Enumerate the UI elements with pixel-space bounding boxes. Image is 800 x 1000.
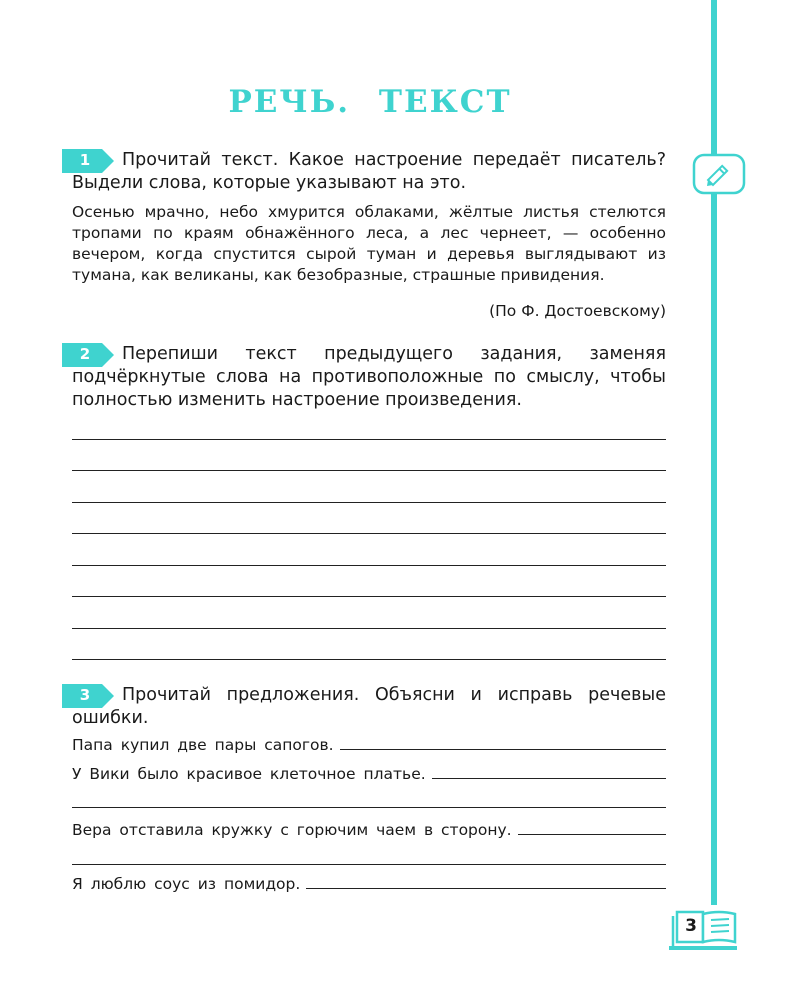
task-number: 2 bbox=[79, 345, 91, 363]
sentence-row bbox=[72, 871, 666, 893]
book-icon bbox=[663, 906, 743, 952]
task-1-instruction: Прочитай текст. Какое настроение передаёт писатель? Выдели слова, которые указывают на это. bbox=[72, 150, 666, 193]
writing-line[interactable] bbox=[72, 439, 666, 440]
page-title: РЕЧЬ. ТЕКСТ bbox=[228, 84, 512, 120]
pencil-icon bbox=[692, 153, 746, 195]
answer-line[interactable] bbox=[432, 778, 666, 779]
page-number: 3 bbox=[685, 916, 697, 936]
writing-line[interactable] bbox=[72, 659, 666, 660]
writing-line[interactable] bbox=[72, 596, 666, 597]
writing-line[interactable] bbox=[72, 565, 666, 566]
writing-line[interactable] bbox=[72, 807, 666, 808]
writing-line[interactable] bbox=[72, 502, 666, 503]
task-number: 3 bbox=[79, 686, 91, 704]
sentence-text: Вера отставила кружку с горючим чаем в сторону. bbox=[72, 821, 512, 839]
writing-line[interactable] bbox=[72, 628, 666, 629]
task-1-passage: Осенью мрачно, небо хмурится облаками, жёлтые листья стелются тропами по краям обнажённого леса, а лес чернеет, — особенно вечером, когда спустится сырой туман и деревья выглядывают из тумана, как великаны, как безобразные, страшные привидения. bbox=[72, 203, 666, 284]
writing-line[interactable] bbox=[72, 533, 666, 534]
sentence-row bbox=[72, 761, 666, 783]
writing-line[interactable] bbox=[72, 470, 666, 471]
sentence-row bbox=[72, 817, 666, 839]
pencil-badge bbox=[692, 153, 746, 199]
answer-line[interactable] bbox=[518, 834, 666, 835]
page-edge-bar bbox=[711, 0, 717, 905]
sentence-row bbox=[72, 732, 666, 754]
page-number-badge bbox=[663, 906, 743, 956]
task-number: 1 bbox=[79, 151, 91, 169]
sentence-text: Я люблю соус из помидор. bbox=[72, 875, 301, 893]
answer-line[interactable] bbox=[340, 749, 666, 750]
writing-line[interactable] bbox=[72, 864, 666, 865]
sentence-text: У Вики было красивое клеточное платье. bbox=[72, 765, 426, 783]
task-2-instruction: Перепиши текст предыдущего задания, заменяя подчёркнутые слова на противоположные по смыслу, чтобы полностью изменить настроение произведения. bbox=[72, 344, 666, 410]
answer-line[interactable] bbox=[306, 888, 666, 889]
sentence-text: Папа купил две пары сапогов. bbox=[72, 736, 334, 754]
task-1-author: (По Ф. Достоевскому) bbox=[489, 302, 666, 320]
task-3-instruction: Прочитай предложения. Объясни и исправь речевые ошибки. bbox=[72, 685, 666, 728]
